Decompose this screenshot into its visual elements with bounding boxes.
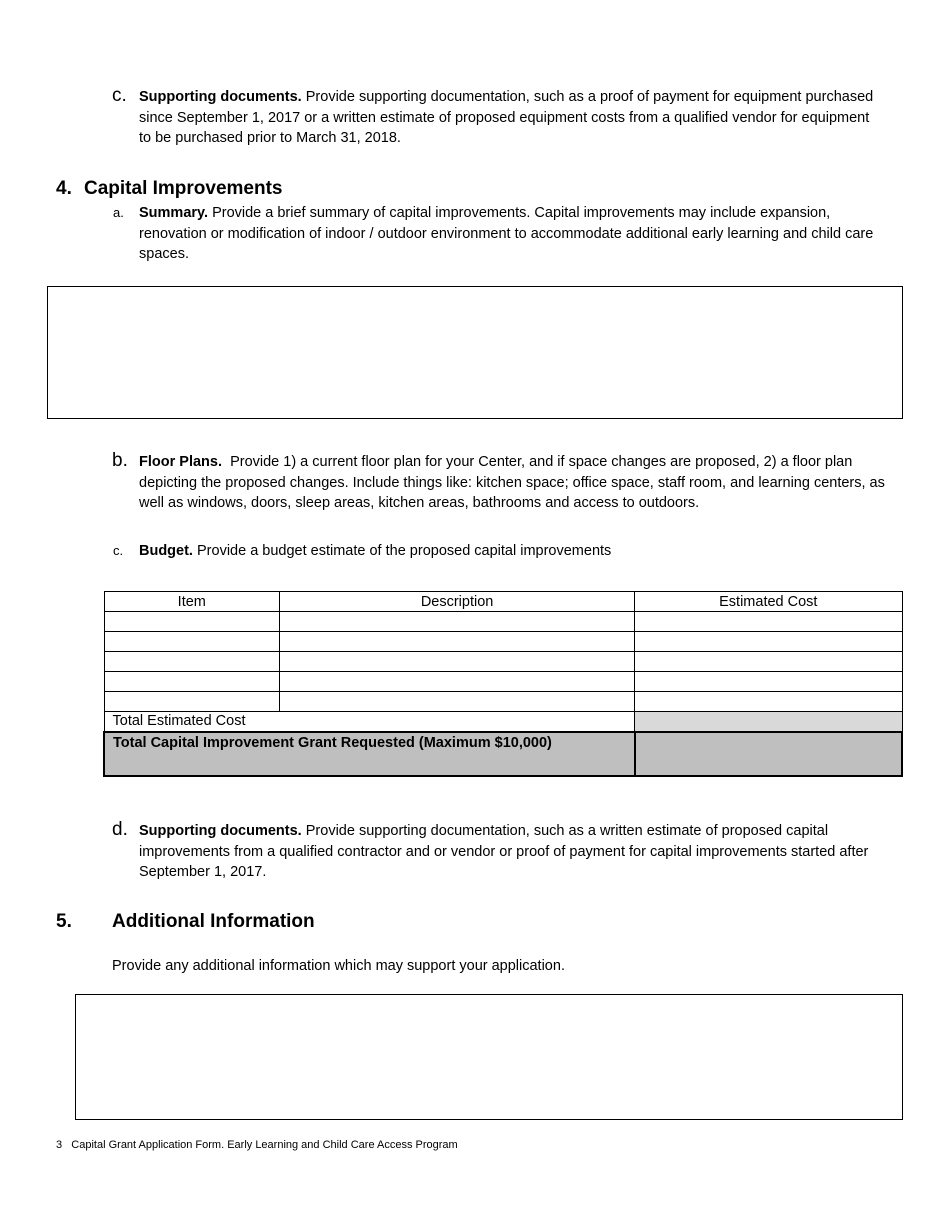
section-5-title: Additional Information	[112, 911, 315, 932]
section-4b-title: Floor Plans.	[139, 454, 222, 470]
section-4a-text	[139, 203, 899, 265]
section-4d-title: Supporting documents.	[139, 823, 302, 839]
budget-total-row	[104, 712, 902, 732]
section-3c-body: Provide supporting documentation, such as a proof of payment for equipment purchased since September 1, 2017 or a written estimate of proposed equipment costs from a qualified vendor for equipment to be purchased prior to March 31, 2018.	[139, 89, 874, 146]
budget-grant-row	[104, 732, 902, 776]
budget-cost-cell[interactable]	[635, 692, 902, 712]
budget-cost-cell[interactable]	[635, 612, 902, 632]
budget-item-cell[interactable]	[104, 672, 280, 692]
section-4d-body: Provide supporting documentation, such as a written estimate of proposed capital improvements from a qualified contractor and or vendor or proof of payment for capital improvements started after September 1, 2017.	[139, 823, 869, 880]
budget-header-row	[104, 592, 902, 612]
section-4b-marker: b.	[112, 450, 128, 471]
budget-header-cost: Estimated Cost	[635, 592, 902, 612]
section-4c-text	[139, 541, 889, 562]
table-row	[104, 692, 902, 712]
budget-item-cell[interactable]	[104, 692, 280, 712]
budget-description-cell[interactable]	[280, 632, 635, 652]
summary-textbox[interactable]	[47, 286, 903, 419]
section-4c-title: Budget.	[139, 543, 193, 559]
budget-grant-label-text: Total Capital Improvement Grant Requested (Maximum $10,000)	[113, 734, 552, 751]
budget-grant-label	[104, 732, 635, 776]
section-4-number: 4.	[56, 178, 72, 199]
additional-info-textbox[interactable]	[75, 994, 903, 1120]
footer-text: Capital Grant Application Form. Early Learning and Child Care Access Program	[71, 1139, 458, 1151]
budget-total-label: Total Estimated Cost	[104, 712, 635, 732]
section-4d-marker: d.	[112, 819, 128, 840]
budget-header-item: Item	[104, 592, 280, 612]
section-3c-title: Supporting documents.	[139, 89, 302, 105]
footer	[56, 1139, 458, 1151]
section-3c-marker: c.	[112, 85, 127, 106]
section-3c-text	[139, 87, 879, 149]
budget-total-value[interactable]	[635, 712, 902, 732]
section-4c-marker: c.	[113, 543, 124, 558]
section-4a-body: Provide a brief summary of capital improvements. Capital improvements may include expansion, renovation or modification of indoor / outdoor environment to accommodate additional early learning and child care spaces.	[139, 205, 874, 262]
budget-item-cell[interactable]	[104, 632, 280, 652]
section-4-title: Capital Improvements	[84, 178, 283, 199]
budget-description-cell[interactable]	[280, 672, 635, 692]
budget-description-cell[interactable]	[280, 612, 635, 632]
budget-cost-cell[interactable]	[635, 652, 902, 672]
table-row	[104, 612, 902, 632]
budget-header-description: Description	[280, 592, 635, 612]
budget-cost-cell[interactable]	[635, 632, 902, 652]
section-4b-text	[139, 452, 889, 514]
budget-item-cell[interactable]	[104, 652, 280, 672]
section-4a-marker: a.	[113, 205, 124, 220]
footer-page-number: 3	[56, 1139, 63, 1151]
budget-grant-value[interactable]	[635, 732, 902, 776]
section-5-body: Provide any additional information which may support your application.	[112, 958, 565, 974]
section-5-number: 5.	[56, 911, 72, 932]
section-4b-body: Provide 1) a current floor plan for your Center, and if space changes are proposed, 2) a floor plan depicting the proposed changes. Include things like: kitchen space; office space, staff room, and learning centers, as well as windows, doors, sleep areas, kitchen areas, bathrooms and access to outdoors.	[139, 454, 885, 511]
budget-table	[103, 591, 903, 777]
section-4d-text	[139, 821, 889, 883]
table-row	[104, 652, 902, 672]
budget-item-cell[interactable]	[104, 612, 280, 632]
budget-description-cell[interactable]	[280, 652, 635, 672]
table-row	[104, 672, 902, 692]
budget-cost-cell[interactable]	[635, 672, 902, 692]
table-row	[104, 632, 902, 652]
section-4c-body: Provide a budget estimate of the proposed capital improvements	[197, 543, 612, 559]
budget-description-cell[interactable]	[280, 692, 635, 712]
section-4a-title: Summary.	[139, 205, 209, 221]
